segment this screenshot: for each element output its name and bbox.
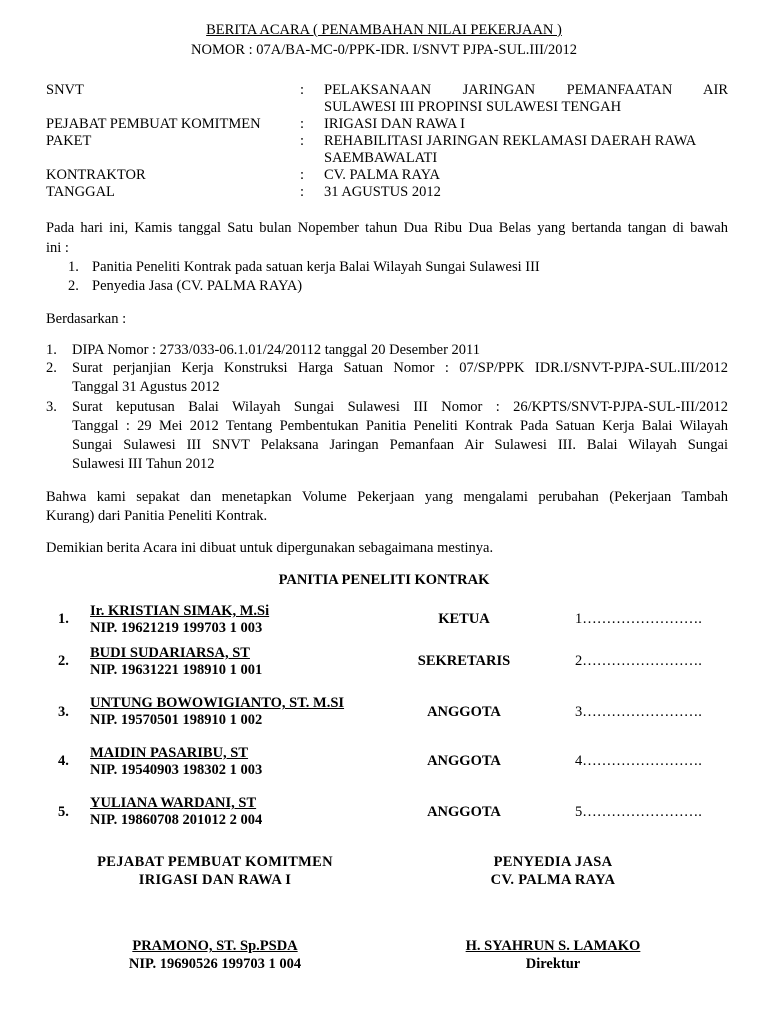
info-value-snvt-1: PELAKSANAAN JARINGAN PEMANFAATAN AIR bbox=[324, 82, 728, 98]
intro-item-number: 2. bbox=[68, 278, 79, 294]
info-value-ppk: IRIGASI DAN RAWA I bbox=[324, 116, 466, 132]
intro-item-text: Panitia Peneliti Kontrak pada satuan kerja Balai Wilayah Sungai Sulawesi III bbox=[92, 259, 540, 275]
closing-statement: Demikian berita Acara ini dibuat untuk dipergunakan sebagaimana mestinya. bbox=[46, 540, 494, 556]
intro-item-number: 1. bbox=[68, 259, 79, 275]
member-number: 2. bbox=[58, 653, 69, 669]
member-signature-line: 2……………………. bbox=[575, 653, 702, 669]
info-colon: : bbox=[300, 184, 305, 200]
info-label-snvt: SNVT bbox=[46, 82, 84, 98]
member-number: 4. bbox=[58, 753, 69, 769]
info-label-ppk: PEJABAT PEMBUAT KOMITMEN bbox=[46, 116, 261, 132]
member-role: ANGGOTA bbox=[427, 704, 501, 720]
signature-left-subtitle: IRIGASI DAN RAWA I bbox=[138, 872, 292, 888]
committee-title: PANITIA PENELITI KONTRAK bbox=[278, 572, 490, 588]
info-value-kontraktor: CV. PALMA RAYA bbox=[324, 167, 440, 183]
basis-label: Berdasarkan : bbox=[46, 311, 127, 327]
member-number: 1. bbox=[58, 611, 69, 627]
member-role: ANGGOTA bbox=[427, 804, 501, 820]
member-nip: NIP. 19860708 201012 2 004 bbox=[90, 812, 263, 828]
member-role: ANGGOTA bbox=[427, 753, 501, 769]
member-number: 5. bbox=[58, 804, 69, 820]
basis-item-line: Sulawesi III Tahun 2012 bbox=[72, 456, 215, 472]
info-value-paket-2: SAEMBAWALATI bbox=[324, 150, 438, 166]
info-label-tanggal: TANGGAL bbox=[46, 184, 115, 200]
basis-item-line: Surat perjanjian Kerja Konstruksi Harga Satuan Nomor : 07/SP/PPK IDR.I/SNVT-PJPA-SUL.III/2012 bbox=[72, 360, 728, 376]
member-name: MAIDIN PASARIBU, ST bbox=[90, 745, 249, 761]
info-label-kontraktor: KONTRAKTOR bbox=[46, 167, 146, 183]
member-number: 3. bbox=[58, 704, 69, 720]
info-colon: : bbox=[300, 82, 305, 98]
member-nip: NIP. 19631221 198910 1 001 bbox=[90, 662, 263, 678]
member-role: KETUA bbox=[438, 611, 490, 627]
basis-item-line: Surat keputusan Balai Wilayah Sungai Sulawesi III Nomor : 26/KPTS/SNVT-PJPA-SUL-III/2012 bbox=[72, 399, 728, 415]
signature-right-position: Direktur bbox=[525, 956, 581, 972]
member-name: BUDI SUDARIARSA, ST bbox=[90, 645, 250, 661]
member-nip: NIP. 19621219 199703 1 003 bbox=[90, 620, 263, 636]
info-colon: : bbox=[300, 167, 305, 183]
agreement-line-1: Bahwa kami sepakat dan menetapkan Volume Pekerjaan yang mengalami perubahan (Pekerjaan Tambah bbox=[46, 489, 728, 505]
member-role: SEKRETARIS bbox=[417, 653, 511, 669]
member-signature-line: 5……………………. bbox=[575, 804, 702, 820]
member-name: UNTUNG BOWOWIGIANTO, ST. M.SI bbox=[90, 695, 345, 711]
signature-right-subtitle: CV. PALMA RAYA bbox=[490, 872, 616, 888]
basis-item-number: 2. bbox=[46, 360, 57, 376]
signature-left-nip: NIP. 19690526 199703 1 004 bbox=[128, 956, 302, 972]
intro-line-2: ini : bbox=[46, 240, 69, 256]
member-name: Ir. KRISTIAN SIMAK, M.Si bbox=[90, 603, 270, 619]
info-colon: : bbox=[300, 133, 305, 149]
intro-item-text: Penyedia Jasa (CV. PALMA RAYA) bbox=[92, 278, 303, 294]
basis-item-line: Sungai Sulawesi III SNVT Pelaksana Jaringan Pemanfaan Air Sulawesi III. Balai Wilayah Sungai bbox=[72, 437, 728, 453]
info-value-tanggal: 31 AGUSTUS 2012 bbox=[324, 184, 441, 200]
info-colon: : bbox=[300, 116, 305, 132]
signature-right-name: H. SYAHRUN S. LAMAKO bbox=[465, 938, 641, 954]
basis-item-line: Tanggal : 29 Mei 2012 Tentang Pembentukan Panitia Peneliti Kontrak Pada Satuan Kerja Balai Wilayah bbox=[72, 418, 728, 434]
document-title: BERITA ACARA ( PENAMBAHAN NILAI PEKERJAAN ) bbox=[206, 22, 562, 38]
basis-item-number: 3. bbox=[46, 399, 57, 415]
document-number: NOMOR : 07A/BA-MC-0/PPK-IDR. I/SNVT PJPA-SUL.III/2012 bbox=[191, 42, 577, 58]
basis-item-number: 1. bbox=[46, 342, 57, 358]
member-signature-line: 4……………………. bbox=[575, 753, 702, 769]
info-label-paket: PAKET bbox=[46, 133, 92, 149]
basis-item-line: DIPA Nomor : 2733/033-06.1.01/24/20112 tanggal 20 Desember 2011 bbox=[72, 342, 480, 358]
agreement-line-2: Kurang) dari Panitia Peneliti Kontrak. bbox=[46, 508, 268, 524]
signature-left-title: PEJABAT PEMBUAT KOMITMEN bbox=[97, 854, 333, 870]
info-value-paket-1: REHABILITASI JARINGAN REKLAMASI DAERAH RAWA bbox=[324, 133, 697, 149]
basis-item-line: Tanggal 31 Agustus 2012 bbox=[72, 379, 220, 395]
signature-left-name: PRAMONO, ST. Sp.PSDA bbox=[132, 938, 298, 954]
member-signature-line: 1……………………. bbox=[575, 611, 702, 627]
info-value-snvt-2: SULAWESI III PROPINSI SULAWESI TENGAH bbox=[324, 99, 622, 115]
member-nip: NIP. 19570501 198910 1 002 bbox=[90, 712, 263, 728]
member-signature-line: 3……………………. bbox=[575, 704, 702, 720]
member-name: YULIANA WARDANI, ST bbox=[90, 795, 257, 811]
intro-line-1: Pada hari ini, Kamis tanggal Satu bulan Nopember tahun Dua Ribu Dua Belas yang bertanda tangan di bawah bbox=[46, 220, 728, 236]
member-nip: NIP. 19540903 198302 1 003 bbox=[90, 762, 263, 778]
signature-right-title: PENYEDIA JASA bbox=[493, 854, 613, 870]
